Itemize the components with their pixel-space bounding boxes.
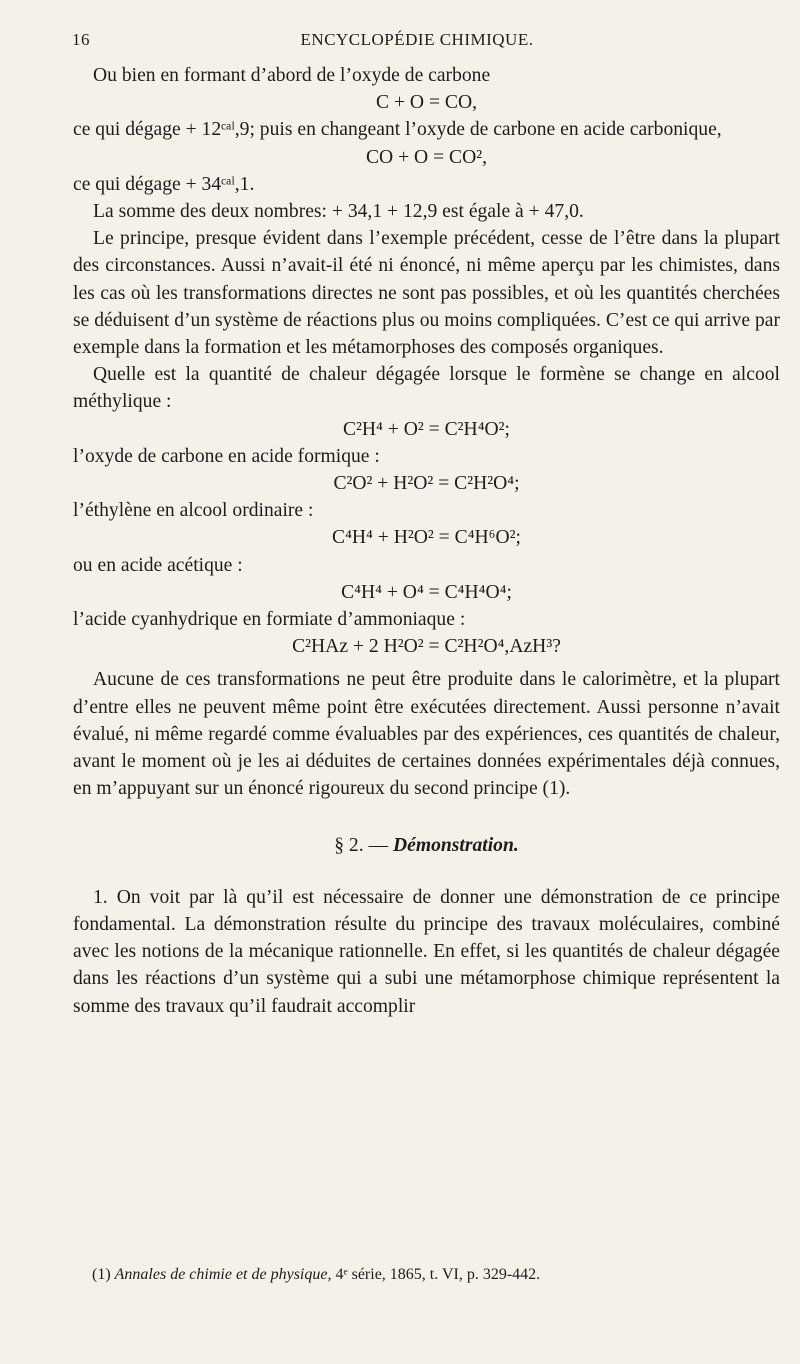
- equation: C⁴H⁴ + H²O² = C⁴H⁶O²;: [332, 527, 521, 549]
- equation: C²HAz + 2 H²O² = C²H²O⁴,AzH³?: [292, 636, 561, 658]
- running-title: ENCYCLOPÉDIE CHIMIQUE.: [300, 30, 534, 49]
- paragraph: l’oxyde de carbone en acide formique :: [73, 445, 380, 467]
- paragraph: ce qui dégage + 12ᶜᵃˡ,9; puis en changeant l’oxyde de carbone en acide carbonique,: [73, 119, 722, 141]
- running-header: [72, 30, 762, 54]
- footnote-marker: (1): [92, 1266, 111, 1283]
- paragraph: Le principe, presque évident dans l’exemple précédent, cesse de l’être dans la plupart des circonstances. Aussi n’avait-il été ni énoncé, ni même aperçu par les chimistes, dans les cas où les transformations directes ne sont pas possibles, et où les quantités cherchées se déduisent d’un système de réactions plus ou moins compliquées. C’est ce qui arrive par exemple dans la formation et les métamorphoses des composés organiques.: [73, 228, 780, 359]
- equation: C²O² + H²O² = C²H²O⁴;: [333, 473, 520, 495]
- paragraph: La somme des deux nombres: + 34,1 + 12,9 est égale à + 47,0.: [93, 201, 584, 223]
- equation: C²H⁴ + O² = C²H⁴O²;: [342, 418, 511, 440]
- equation: C⁴H⁴ + O⁴ = C⁴H⁴O⁴;: [341, 581, 512, 603]
- paragraph: ou en acide acétique :: [73, 554, 243, 576]
- paragraph: Aucune de ces transformations ne peut être produite dans le calorimètre, et la plupart d’entre elles ne peuvent même point être exécutées directement. Aussi personne n’avait évalué, ni même regardé comme évaluables par des expériences, ces quantités de chaleur, avant le moment où je les ai déduites de certaines données expérimentales déjà connues, en m’appuyant sur un énoncé rigoureux du second principe (1).: [73, 669, 780, 800]
- page-number: 16: [72, 30, 90, 49]
- paragraph: l’acide cyanhydrique en formiate d’ammoniaque :: [73, 609, 466, 631]
- section-number: § 2. —: [334, 835, 389, 857]
- section-title: Démonstration.: [393, 835, 519, 857]
- paragraph: ce qui dégage + 34ᶜᵃˡ,1.: [73, 173, 255, 195]
- page-body: [73, 62, 780, 1020]
- footnote-details: 4ᵉ série, 1865, t. VI, p. 329-442.: [335, 1266, 541, 1283]
- equation: CO + O = CO²,: [365, 146, 488, 168]
- equation: C + O = CO,: [375, 92, 478, 114]
- paragraph: l’éthylène en alcool ordinaire :: [73, 500, 314, 522]
- paragraph: 1. On voit par là qu’il est nécessaire de donner une démonstration de ce principe fondamental. La démonstration résulte du principe des travaux moléculaires, combiné avec les notions de la mécanique rationnelle. En effet, si les quantités de chaleur dégagée dans les réactions d’un système qui a subi une métamorphose chimique représentent la somme des travaux qu’il faudrait accomplir: [73, 886, 780, 1017]
- paragraph: Ou bien en formant d’abord de l’oxyde de carbone: [93, 65, 491, 86]
- footnote-journal: Annales de chimie et de physique,: [114, 1266, 332, 1283]
- paragraph: Quelle est la quantité de chaleur dégagée lorsque le formène se change en alcool méthylique :: [73, 364, 780, 413]
- footnote: [92, 1266, 540, 1284]
- section-heading: [73, 832, 780, 859]
